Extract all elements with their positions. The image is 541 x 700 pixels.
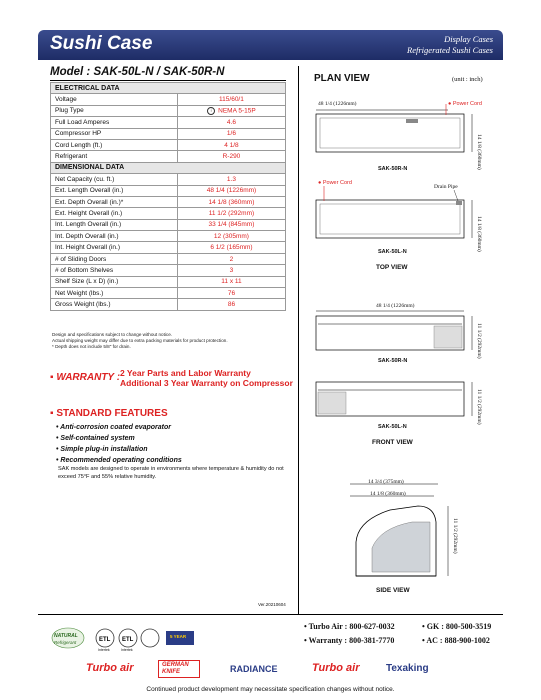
- power-cord-label-l: ● Power Cord: [318, 180, 352, 186]
- column-divider: [298, 66, 299, 614]
- table-row: [51, 94, 286, 105]
- intertek-text: Intertek: [98, 648, 110, 652]
- model-label-r-front: SAK-50R-N: [378, 358, 408, 364]
- table-row: [51, 196, 286, 207]
- spec-value: 115/60/1: [177, 94, 285, 105]
- warranty-line: Additional 3 Year Warranty on Compressor: [120, 378, 293, 388]
- side-view-label: SIDE VIEW: [376, 587, 410, 594]
- etl-logo: [96, 629, 114, 647]
- table-row: [51, 128, 286, 139]
- spec-value: 12 (305mm): [177, 231, 285, 242]
- table-row: [51, 174, 286, 185]
- spec-value: 6 1/2 (165mm): [177, 242, 285, 253]
- turbo-air-logo: Turbo air: [86, 662, 134, 674]
- spec-label: Voltage: [51, 94, 178, 105]
- plug-icon: ⁝: [207, 107, 215, 115]
- power-cord-text: Power Cord: [322, 180, 352, 186]
- spec-label: Int. Height Overall (in.): [51, 242, 178, 253]
- table-row: [51, 242, 286, 253]
- power-cord-label: ● Power Cord: [448, 101, 482, 107]
- svg-text:ETL: ETL: [99, 637, 111, 643]
- header-banner: [38, 30, 503, 60]
- page-title: Sushi Case: [50, 33, 153, 54]
- front-view-r-drawing: [316, 311, 472, 350]
- intertek-text-2: Intertek: [121, 648, 133, 652]
- model-title: Model : SAK-50L-N / SAK-50R-N: [50, 66, 225, 78]
- dim-depth-r: 14 1/8 (360mm): [476, 134, 482, 170]
- dim-side-top: 14 3/4 (375mm): [368, 479, 404, 485]
- divider: [50, 80, 286, 81]
- table-row: [51, 185, 286, 196]
- table-row: [51, 208, 286, 219]
- spec-label: Net Capacity (cu. ft.): [51, 174, 178, 185]
- dim-side-depth: 14 1/8 (360mm): [370, 491, 406, 497]
- list-item: • Simple plug-in installation: [56, 446, 148, 453]
- spec-value: 11 x 11: [177, 276, 285, 287]
- table-row: [51, 151, 286, 162]
- spec-value: 3: [177, 265, 285, 276]
- electrical-header: ELECTRICAL DATA: [51, 83, 286, 94]
- spec-value: 4 1/8: [177, 139, 285, 150]
- unit-label: (unit : inch): [452, 76, 483, 83]
- warranty-line: 2 Year Parts and Labor Warranty: [120, 368, 251, 378]
- list-item: • Anti-corrosion coated evaporator: [56, 424, 171, 431]
- spec-label: Cord Length (ft.): [51, 139, 178, 150]
- dimensional-header: DIMENSIONAL DATA: [51, 162, 286, 173]
- dim-depth-l: 14 1/8 (360mm): [476, 216, 482, 252]
- features-title: STANDARD FEATURES: [56, 408, 168, 419]
- front-view-label: FRONT VIEW: [372, 439, 413, 446]
- contact-gk: • GK : 800-500-3519: [422, 622, 492, 631]
- note-line: * Depth does not include 5/8" for drain.: [52, 344, 131, 349]
- feature-text: Simple plug-in installation: [60, 446, 148, 453]
- cert-logos: [50, 624, 290, 654]
- bottom-divider: [38, 614, 503, 615]
- feature-text: Recommended operating conditions: [60, 457, 182, 464]
- contact-ac: • AC : 888-900-1002: [422, 636, 490, 645]
- spec-label: Compressor HP: [51, 128, 178, 139]
- table-row: [51, 299, 286, 310]
- list-item: • Recommended operating conditions: [56, 457, 182, 464]
- plan-drawings: [300, 86, 500, 611]
- table-row: [51, 288, 286, 299]
- dim-length-front: 48 1/4 (1226mm): [376, 303, 415, 309]
- note-line: Design and specifications subject to change without notice.: [52, 332, 173, 337]
- warranty-text: [120, 368, 293, 388]
- spec-label: # of Bottom Shelves: [51, 265, 178, 276]
- note-line: Actual shipping weight may differ due to extra packing materials for product protection.: [52, 338, 228, 343]
- side-view-drawing: [350, 484, 448, 576]
- spec-label: Full Load Amperes: [51, 117, 178, 128]
- etl-sanitation-logo: [119, 629, 137, 647]
- spec-value: 4.6: [177, 117, 285, 128]
- spec-label: Net Weight (lbs.): [51, 288, 178, 299]
- plug-value: NEMA 5-15P: [218, 107, 256, 115]
- spec-value: 1.3: [177, 174, 285, 185]
- spec-label: Refrigerant: [51, 151, 178, 162]
- features-list: [56, 422, 182, 466]
- spec-value: 2: [177, 253, 285, 264]
- feature-text: Self-contained system: [60, 435, 135, 442]
- spec-label: Ext. Length Overall (in.): [51, 185, 178, 196]
- drain-pipe-label: Drain Pipe: [434, 184, 458, 190]
- brand-logos: [86, 660, 486, 680]
- spec-label: Gross Weight (lbs.): [51, 299, 178, 310]
- table-row: [51, 139, 286, 150]
- version-label: Ver.20210604: [258, 602, 286, 607]
- model-label-l-front: SAK-50L-N: [378, 424, 407, 430]
- feature-note: SAK models are designed to operate in environments where temperature & humidity do not exceed 75°F and 55% relative humidity.: [58, 466, 284, 480]
- turbo-air-logo-2: Turbo air: [312, 662, 360, 674]
- natural-text: NATURAL: [54, 633, 78, 639]
- dim-height-r: 11 1/2 (292mm): [476, 323, 482, 359]
- contact-warranty: • Warranty : 800-381-7770: [304, 636, 395, 645]
- spec-value: 33 1/4 (845mm): [177, 219, 285, 230]
- top-view-r-drawing: [316, 104, 472, 152]
- spec-label: Int. Length Overall (in.): [51, 219, 178, 230]
- list-item: • Self-contained system: [56, 435, 135, 442]
- certifications: [50, 624, 290, 654]
- dim-length-top: 48 1/4 (1226mm): [318, 101, 357, 107]
- plan-view-title: PLAN VIEW: [314, 73, 370, 84]
- footer-note: Continued product development may necessitate specification changes without notice.: [146, 686, 395, 693]
- model-label-r-top: SAK-50R-N: [378, 166, 408, 172]
- spec-value: 86: [177, 299, 285, 310]
- spec-value: 14 1/8 (360mm): [177, 196, 285, 207]
- spec-value: 11 1/2 (292mm): [177, 208, 285, 219]
- feature-text: Anti-corrosion coated evaporator: [60, 424, 171, 431]
- warranty-badge-text: 5 YEAR: [170, 634, 187, 639]
- table-row: [51, 231, 286, 242]
- spec-label: Ext. Height Overall (in.): [51, 208, 178, 219]
- spec-table: [50, 82, 286, 311]
- dim-height-l: 11 1/2 (292mm): [476, 389, 482, 425]
- table-row: [51, 219, 286, 230]
- radiance-logo: RADIANCE: [230, 664, 278, 674]
- table-row: [51, 117, 286, 128]
- spec-value: 1/6: [177, 128, 285, 139]
- top-view-l-drawing: [316, 186, 472, 238]
- texaking-logo: Texaking: [386, 663, 429, 674]
- warranty-label: ▪ WARRANTY :: [50, 372, 121, 383]
- top-view-label: TOP VIEW: [376, 264, 408, 271]
- contact-turbo: • Turbo Air : 800-627-0032: [304, 622, 395, 631]
- spec-label: Plug Type: [51, 105, 178, 116]
- dim-side-height: 11 1/2 (292mm): [452, 518, 458, 554]
- cyclopentane-logo: [141, 629, 159, 647]
- category-label: Display Cases: [444, 34, 493, 44]
- spec-value: R-290: [177, 151, 285, 162]
- model-label-l-top: SAK-50L-N: [378, 249, 407, 255]
- german-knife-logo: GERMAN KNIFE: [158, 660, 200, 678]
- svg-text:ETL: ETL: [122, 637, 134, 643]
- features-heading: ▪ STANDARD FEATURES: [50, 408, 168, 419]
- table-row: [51, 265, 286, 276]
- table-row: [51, 253, 286, 264]
- subcategory-label: Refrigerated Sushi Cases: [407, 45, 493, 55]
- power-cord-text: Power Cord: [452, 101, 482, 107]
- spec-value: 76: [177, 288, 285, 299]
- spec-label: Ext. Depth Overall (in.)*: [51, 196, 178, 207]
- spec-label: Shelf Size (L x D) (in.): [51, 276, 178, 287]
- spec-label: # of Sliding Doors: [51, 253, 178, 264]
- warranty-label-text: WARRANTY :: [56, 372, 121, 383]
- table-row: [51, 105, 286, 116]
- spec-label: Int. Depth Overall (in.): [51, 231, 178, 242]
- refrigerant-text: Refrigerant: [54, 640, 77, 645]
- table-row: [51, 276, 286, 287]
- spec-notes: [52, 332, 228, 350]
- contact-info: [304, 620, 491, 648]
- spec-value: 48 1/4 (1226mm): [177, 185, 285, 196]
- spec-value: [177, 105, 285, 116]
- front-view-l-drawing: [316, 382, 472, 416]
